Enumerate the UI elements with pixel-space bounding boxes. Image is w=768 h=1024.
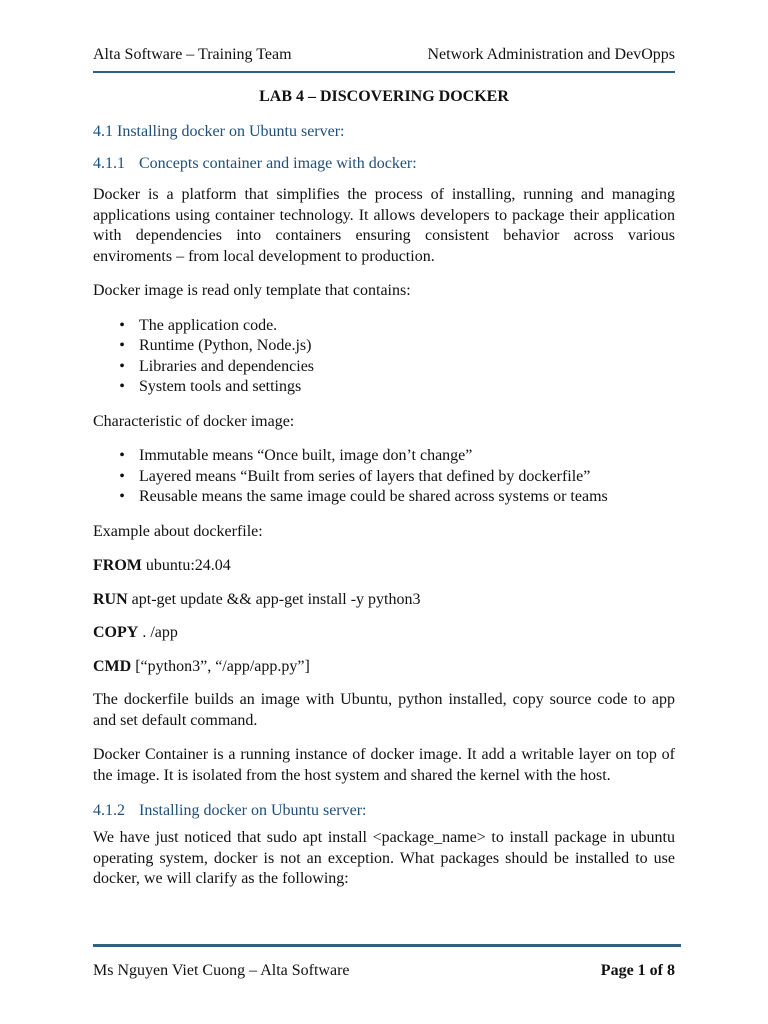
page-footer: [93, 960, 675, 982]
page-current: 1: [637, 962, 646, 979]
dockerfile-line: [93, 590, 675, 611]
list-item: [119, 336, 675, 357]
list-item-text: Layered means “Built from series of layers that defined by dockerfile”: [139, 467, 591, 485]
document-title: LAB 4 – DISCOVERING DOCKER: [259, 88, 509, 105]
header-left-text: Alta Software – Training Team: [93, 46, 292, 63]
section-heading-4-1-1: [93, 153, 675, 175]
list-item-text: System tools and settings: [139, 378, 302, 395]
dockerfile-line: [93, 556, 675, 577]
characteristic-intro-text: Characteristic of docker image:: [93, 412, 295, 430]
characteristics-list: [93, 446, 675, 508]
section-number: 4.1.2: [93, 802, 125, 819]
list-item: [119, 316, 675, 337]
bullet-icon: •: [119, 467, 125, 485]
page-of-label: of: [645, 962, 667, 979]
list-item-text: The application code.: [139, 316, 278, 334]
footer-divider: [93, 944, 681, 947]
list-item-text: Libraries and dependencies: [139, 357, 315, 375]
dockerfile-keyword: RUN: [93, 590, 128, 608]
list-item: [119, 446, 675, 467]
install-paragraph: We have just noticed that sudo apt install <package_name> to install package in ubuntu operating system, docker is not an exception. What packages should be installed to use docker, we will clarify as the following:: [93, 829, 675, 887]
list-item-text: Runtime (Python, Node.js): [139, 337, 312, 354]
dockerfile-keyword: CMD: [93, 657, 132, 675]
dockerfile-keyword: COPY: [93, 624, 139, 641]
page-label: Page: [600, 962, 638, 979]
bullet-icon: •: [119, 488, 125, 505]
document-body: [93, 86, 675, 904]
dockerfile-line: [93, 623, 675, 644]
dockerfile-keyword: FROM: [93, 557, 142, 574]
list-item: [119, 377, 675, 398]
page-number: [601, 960, 675, 982]
dockerfile-argument: apt-get update && app-get install -y python3: [127, 590, 421, 608]
container-description: Docker Container is a running instance of docker image. It add a writable layer on top of the image. It is isolated from the host system and shared the kernel with the host.: [93, 746, 675, 784]
page-total: 8: [667, 962, 675, 979]
section-number: 4.1.1: [93, 155, 125, 172]
bullet-icon: •: [119, 316, 125, 334]
section-heading-4-1-2: [93, 800, 675, 822]
bullet-icon: •: [119, 447, 125, 464]
list-item: [119, 357, 675, 378]
header-right-text: Network Administration and DevOpps: [427, 46, 675, 63]
example-intro-text: Example about dockerfile:: [93, 522, 263, 540]
section-heading-4-1: 4.1 Installing docker on Ubuntu server:: [93, 123, 345, 140]
list-item-text: Immutable means “Once built, image don’t change”: [139, 447, 473, 464]
dockerfile-description: The dockerfile builds an image with Ubuntu, python installed, copy source code to app and set default command.: [93, 691, 675, 729]
list-item-text: Reusable means the same image could be shared across systems or teams: [139, 488, 608, 505]
bullet-icon: •: [119, 378, 125, 395]
dockerfile-example: [93, 556, 675, 677]
footer-author: Ms Nguyen Viet Cuong – Alta Software: [93, 962, 350, 979]
image-contents-list: [93, 316, 675, 398]
dockerfile-argument: [“python3”, “/app/app.py”]: [131, 657, 310, 675]
bullet-icon: •: [119, 357, 125, 375]
image-intro-text: Docker image is read only template that contains:: [93, 282, 411, 299]
section-title: Concepts container and image with docker:: [139, 155, 417, 172]
list-item: [119, 467, 675, 488]
intro-paragraph: Docker is a platform that simplifies the process of installing, running and managing applications using container technology. It allows developers to package their application with dependencies into containers ensuring consistent behavior across various enviroments – from local development to production.: [93, 186, 675, 265]
dockerfile-argument: . /app: [138, 624, 178, 641]
list-item: [119, 487, 675, 508]
dockerfile-line: [93, 657, 675, 678]
header-divider: [93, 71, 675, 73]
bullet-icon: •: [119, 337, 125, 354]
page-header: [93, 44, 675, 66]
dockerfile-argument: ubuntu:24.04: [141, 557, 231, 574]
section-title: Installing docker on Ubuntu server:: [139, 802, 367, 819]
